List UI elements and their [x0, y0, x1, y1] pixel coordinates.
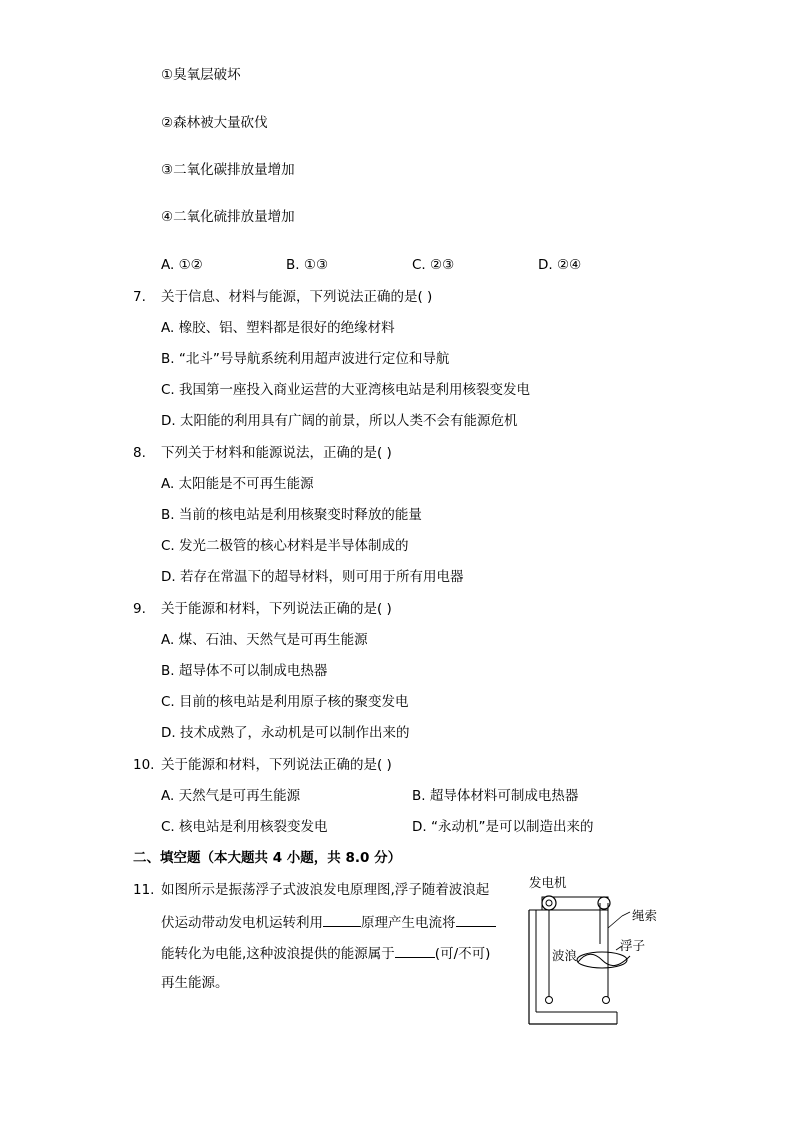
q11-line-2: [161, 912, 496, 932]
figure-label-wave: 波浪: [552, 948, 578, 963]
q6-option-d: D. ②④: [538, 257, 582, 273]
q11-line-3a: 能转化为电能,这种波浪提供的能源属于: [161, 946, 395, 962]
q7-option-c: C. 我国第一座投入商业运营的大亚湾核电站是利用核裂变发电: [161, 382, 531, 398]
q7-option-a: A. 橡胶、铝、塑料都是很好的绝缘材料: [161, 320, 395, 336]
q8-option-c: C. 发光二极管的核心材料是半导体制成的: [161, 538, 409, 554]
q9-option-a: A. 煤、石油、天然气是可再生能源: [161, 632, 368, 648]
q6-item-3: ③二氧化碳排放量增加: [161, 162, 295, 178]
q8-option-b: B. 当前的核电站是利用核聚变时释放的能量: [161, 507, 422, 523]
q8-number: 8.: [133, 445, 146, 461]
q9-number: 9.: [133, 601, 146, 617]
figure-label-float: 浮子: [620, 938, 646, 953]
answer-blank-3[interactable]: [395, 943, 435, 958]
bottom-pulley-right-icon: [603, 997, 610, 1004]
q7-stem: 关于信息、材料与能源，下列说法正确的是( ): [161, 289, 433, 305]
q7-number: 7.: [133, 289, 146, 305]
q11-line-3b: (可/不可): [434, 946, 491, 962]
q6-item-1: ①臭氧层破坏: [161, 67, 241, 83]
q9-option-d: D. 技术成熟了，永动机是可以制作出来的: [161, 725, 410, 741]
q6-option-c: C. ②③: [412, 257, 455, 273]
q11-line-2a: 伏运动带动发电机运转利用: [161, 915, 323, 931]
bottom-pulley-left-icon: [546, 997, 553, 1004]
q10-option-c: C. 核电站是利用核裂变发电: [161, 819, 328, 835]
section-heading-fill-in: 二、填空题（本大题共 4 小题，共 8.0 分）: [133, 850, 402, 866]
q6-option-a: A. ①②: [161, 257, 203, 273]
q6-item-4: ④二氧化硫排放量增加: [161, 209, 295, 225]
q10-number: 10.: [133, 757, 155, 773]
q11-line-2b: 原理产生电流将: [361, 915, 456, 931]
q10-option-a: A. 天然气是可再生能源: [161, 788, 301, 804]
q9-stem: 关于能源和材料，下列说法正确的是( ): [161, 601, 392, 617]
answer-blank-1[interactable]: [323, 912, 361, 927]
q8-option-a: A. 太阳能是不可再生能源: [161, 476, 314, 492]
figure-label-generator: 发电机: [529, 875, 567, 890]
wave-line: [578, 954, 630, 965]
q9-option-c: C. 目前的核电站是利用原子核的聚变发电: [161, 694, 409, 710]
q7-option-d: D. 太阳能的利用具有广阔的前景，所以人类不会有能源危机: [161, 413, 518, 429]
figure-label-rope: 绳索: [632, 908, 658, 923]
q11-line-4: 再生能源。: [161, 975, 229, 991]
q7-option-b: B. “北斗”号导航系统利用超声波进行定位和导航: [161, 351, 450, 367]
q8-option-d: D. 若存在常温下的超导材料，则可用于所有用电器: [161, 569, 464, 585]
q11-line-3: [161, 943, 490, 963]
q8-stem: 下列关于材料和能源说法，正确的是( ): [161, 445, 392, 461]
wave-generator-diagram: [520, 872, 670, 1028]
q6-item-2: ②森林被大量砍伐: [161, 115, 268, 131]
q6-option-b: B. ①③: [286, 257, 329, 273]
q11-number: 11.: [133, 882, 155, 898]
q10-stem: 关于能源和材料，下列说法正确的是( ): [161, 757, 392, 773]
q10-option-b: B. 超导体材料可制成电热器: [412, 788, 579, 804]
q9-option-b: B. 超导体不可以制成电热器: [161, 663, 328, 679]
q10-option-d: D. “永动机”是可以制造出来的: [412, 819, 594, 835]
answer-blank-2[interactable]: [456, 912, 496, 927]
q11-line-1: 如图所示是振荡浮子式波浪发电原理图,浮子随着波浪起: [161, 882, 490, 898]
